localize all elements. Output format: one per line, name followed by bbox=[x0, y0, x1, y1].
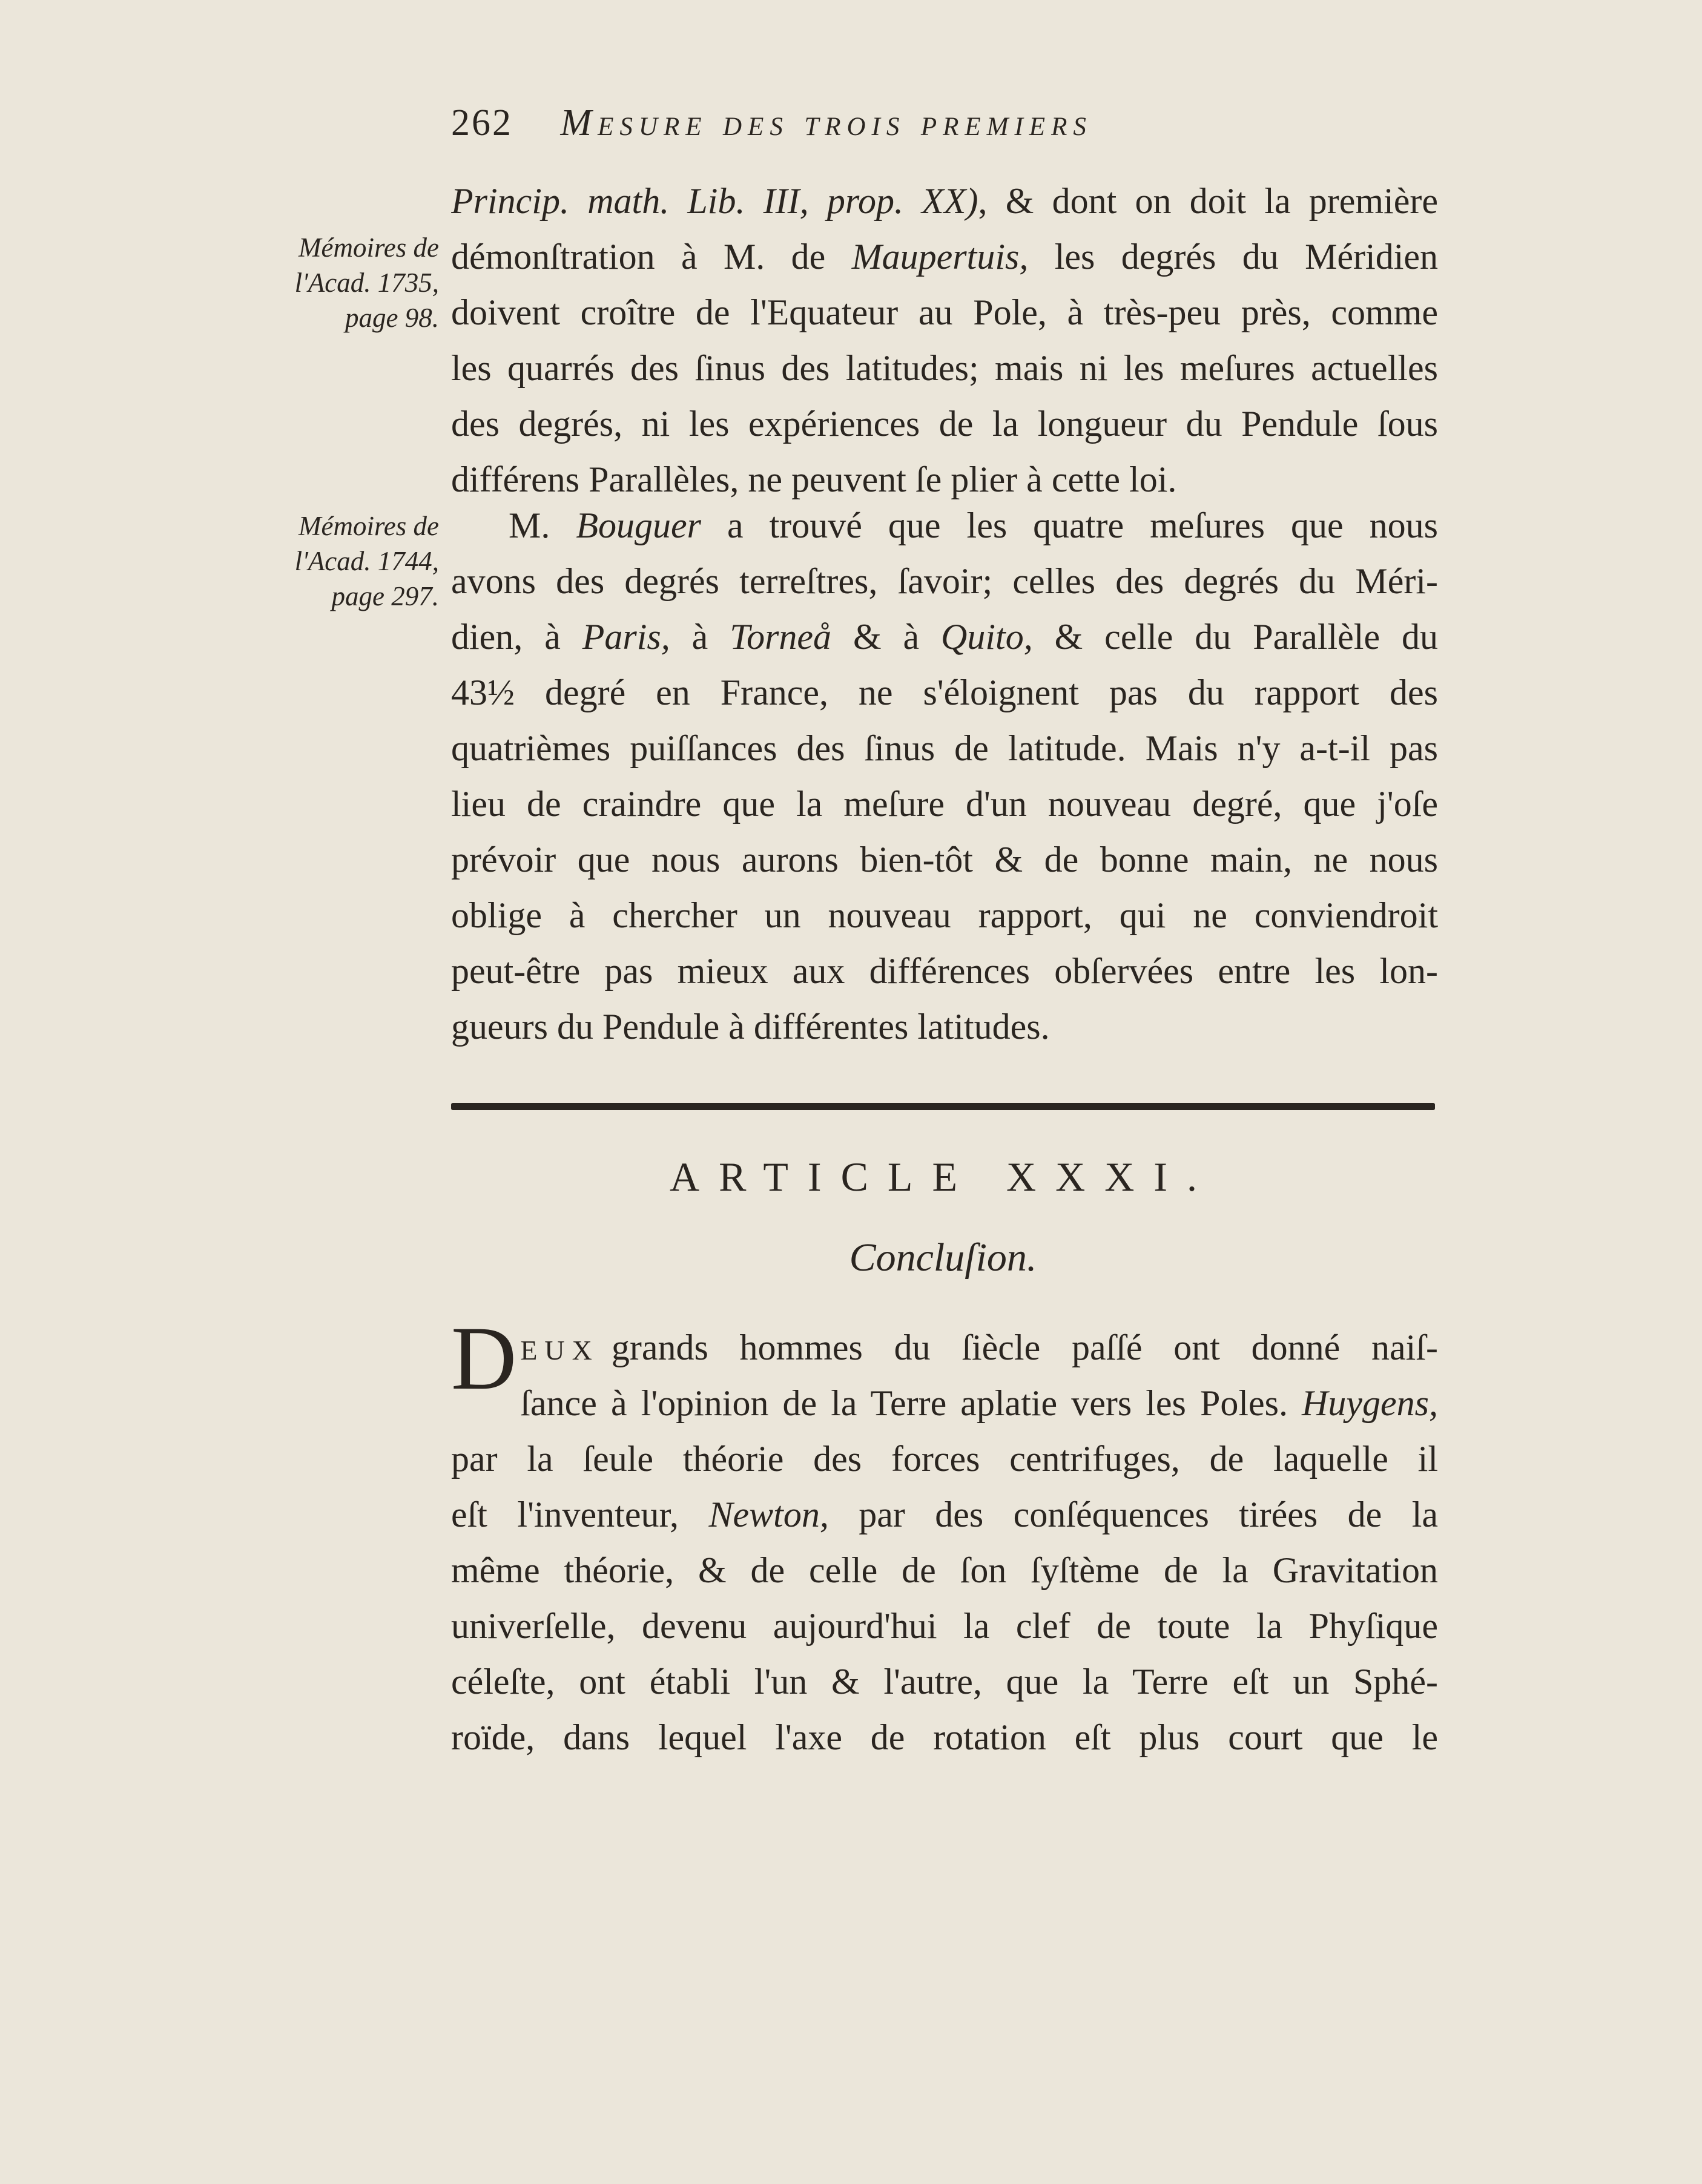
margin-note-line: Mémoires de bbox=[298, 232, 439, 263]
place-italic: Quito, bbox=[941, 617, 1033, 657]
running-header bbox=[451, 102, 1450, 156]
text-span: , & dont on doit la première bbox=[978, 181, 1438, 221]
text-line: doivent croître de l'Equateur au Pole, à très-peu près, comme bbox=[451, 292, 1438, 332]
place-italic: Paris, bbox=[582, 617, 670, 657]
text-line bbox=[520, 1375, 1438, 1431]
text-span: eſt l'inventeur, bbox=[451, 1495, 709, 1534]
text-line: lieu de craindre que la meſure d'un nouveau degré, que j'oſe bbox=[451, 784, 1438, 824]
text-span: grands hommes du ſiècle paſſé ont donné naiſ- bbox=[611, 1327, 1438, 1367]
text-line: les quarrés des ſinus des latitudes; mais ni les meſures actuelles bbox=[451, 348, 1438, 388]
margin-note-1 bbox=[239, 230, 439, 335]
margin-note-line: Mémoires de bbox=[298, 511, 439, 541]
article-heading: ARTICLE XXXI. bbox=[670, 1154, 1216, 1200]
text-line: différens Parallèles, ne peuvent ſe plier à cette loi. bbox=[451, 459, 1177, 499]
text-line: gueurs du Pendule à différentes latitudes. bbox=[451, 1007, 1050, 1047]
name-italic: Maupertuis, bbox=[851, 237, 1029, 277]
text-span: M. bbox=[509, 505, 576, 545]
text-line: céleſte, ont établi l'un & l'autre, que la Terre eſt un Sphé- bbox=[451, 1662, 1438, 1702]
margin-note-line: l'Acad. 1744, bbox=[294, 546, 439, 576]
text-line bbox=[451, 498, 1438, 553]
text-line bbox=[451, 1487, 1438, 1542]
running-title: Mesure des trois premiers bbox=[560, 102, 1092, 143]
margin-note-line: page 297. bbox=[331, 581, 439, 611]
text-line: 43½ degré en France, ne s'éloignent pas du rapport des bbox=[451, 673, 1438, 712]
paragraph-3 bbox=[451, 1308, 1438, 1765]
text-line bbox=[451, 229, 1438, 285]
text-line: univerſelle, devenu aujourd'hui la clef de toute la Phyſique bbox=[451, 1606, 1438, 1646]
drop-cap: D bbox=[451, 1308, 517, 1409]
margin-note-2 bbox=[239, 508, 439, 614]
text-line: même théorie, & de celle de ſon ſyſtème de la Gravitation bbox=[451, 1550, 1438, 1590]
small-caps-word: EUX bbox=[520, 1335, 599, 1366]
text-span: ſance à l'opinion de la Terre aplatie vers les Poles. bbox=[520, 1383, 1302, 1423]
article-subtitle: Concluſion. bbox=[849, 1235, 1037, 1280]
text-span: démonſtration à M. de bbox=[451, 237, 852, 277]
text-line: prévoir que nous aurons bien-tôt & de bonne main, ne nous bbox=[451, 840, 1438, 880]
paragraph-2 bbox=[451, 498, 1438, 1054]
text-span: par des conſéquences tirées de la bbox=[828, 1495, 1438, 1534]
text-line: peut-être pas mieux aux différences obſervées entre les lon- bbox=[451, 951, 1438, 991]
name-italic: Huygens, bbox=[1302, 1383, 1438, 1423]
text-span: & à bbox=[831, 617, 942, 657]
text-span: à bbox=[670, 617, 730, 657]
text-line: des degrés, ni les expériences de la longueur du Pendule ſous bbox=[451, 404, 1438, 444]
text-line: oblige à chercher un nouveau rapport, qui ne conviendroit bbox=[451, 895, 1438, 935]
text-span: dien, à bbox=[451, 617, 582, 657]
name-italic: Newton, bbox=[708, 1495, 829, 1534]
place-italic: Torneå bbox=[730, 617, 832, 657]
text-line bbox=[520, 1320, 1438, 1375]
text-line: roïde, dans lequel l'axe de rotation eſt plus court que le bbox=[451, 1717, 1438, 1757]
text-span: a trouvé que les quatre meſures que nous bbox=[701, 505, 1438, 545]
citation-italic: Princip. math. Lib. III, prop. XX) bbox=[451, 181, 978, 221]
text-line: par la ſeule théorie des forces centrifuges, de laquelle il bbox=[451, 1439, 1438, 1479]
text-span: les degrés du Méridien bbox=[1028, 237, 1438, 277]
page-number: 262 bbox=[451, 102, 513, 143]
margin-note-line: l'Acad. 1735, bbox=[294, 268, 439, 298]
text-line bbox=[451, 609, 1438, 665]
text-line bbox=[451, 173, 1438, 229]
text-line: quatrièmes puiſſances des ſinus de latitude. Mais n'y a-t-il pas bbox=[451, 728, 1438, 768]
section-rule bbox=[451, 1103, 1435, 1110]
text-span: & celle du Parallèle du bbox=[1032, 617, 1438, 657]
margin-note-line: page 98. bbox=[345, 303, 439, 333]
name-italic: Bouguer bbox=[576, 505, 701, 545]
text-line: avons des degrés terreſtres, ſavoir; celles des degrés du Méri- bbox=[451, 561, 1438, 601]
paragraph-1 bbox=[451, 173, 1438, 507]
